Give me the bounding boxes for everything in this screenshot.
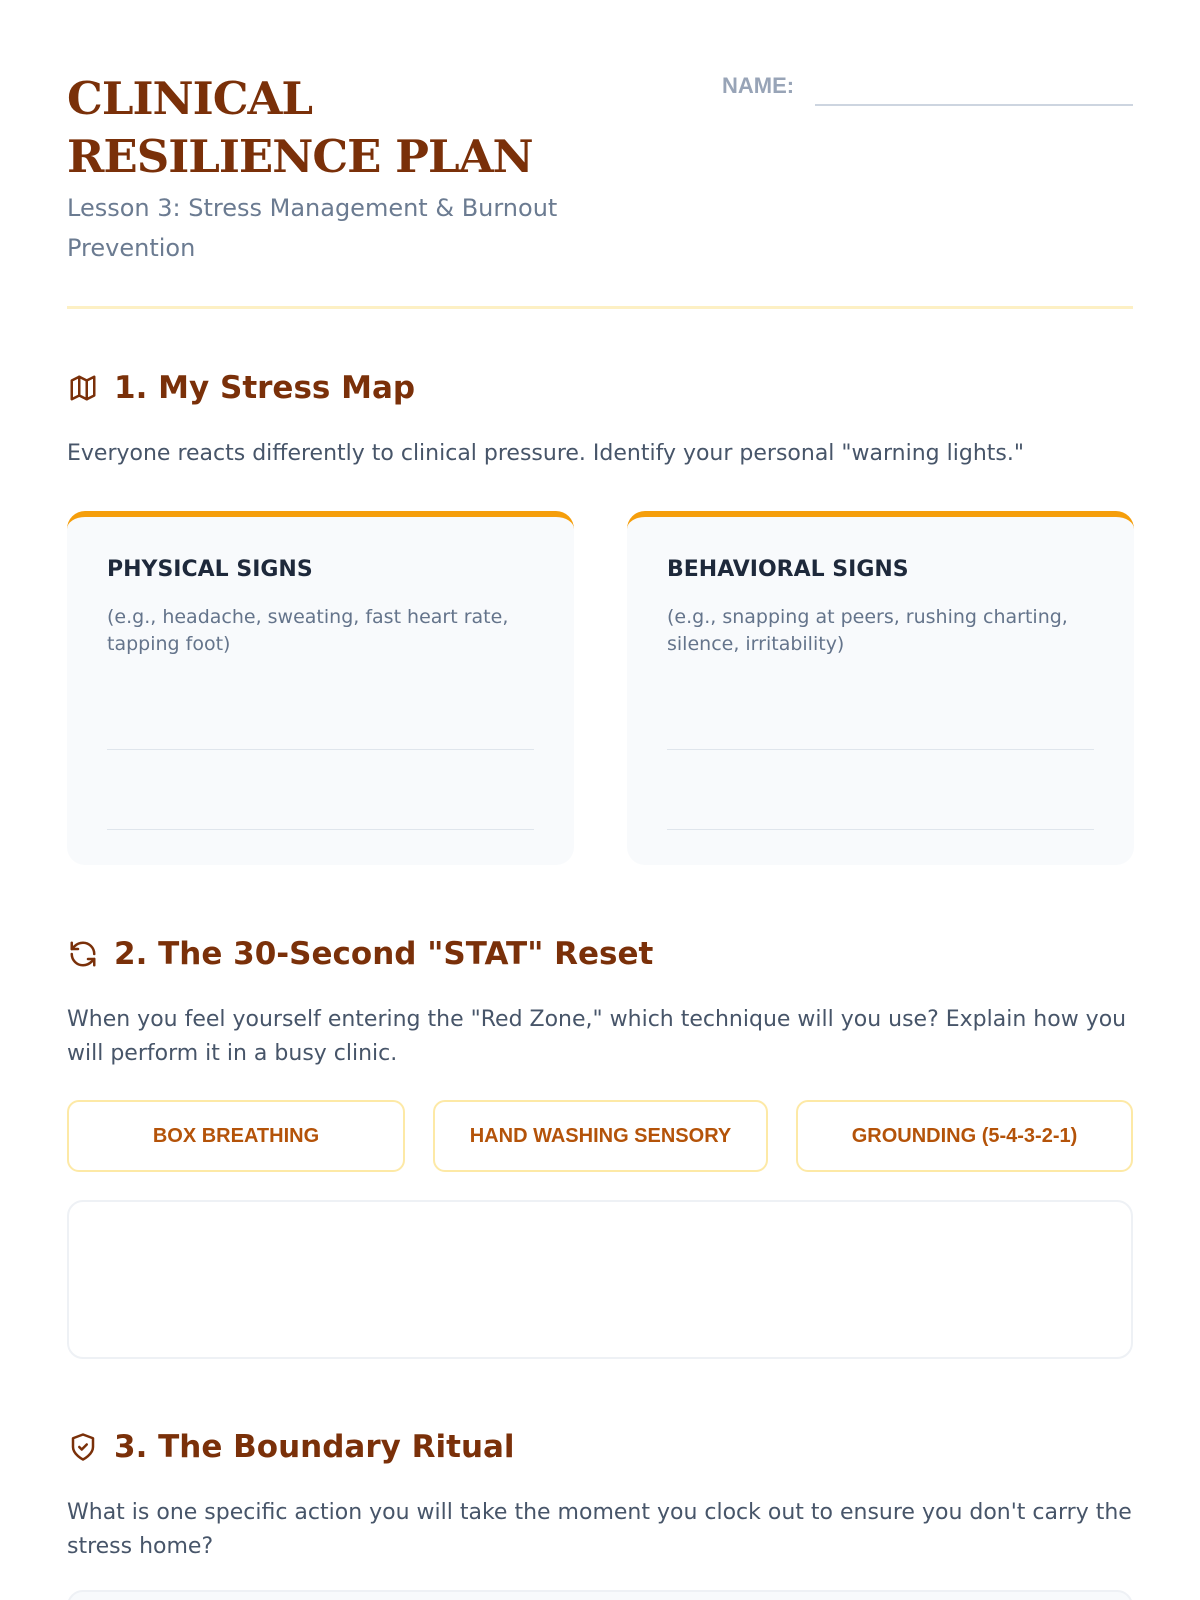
section-2-title: 2. The 30-Second "STAT" Reset: [114, 936, 654, 972]
writing-line[interactable]: [107, 829, 534, 830]
card-hint: (e.g., headache, sweating, fast heart rate, tapping foot): [107, 606, 509, 655]
physical-signs-card: [67, 511, 574, 865]
grounding-button[interactable]: GROUNDING (5-4-3-2-1): [796, 1100, 1133, 1172]
stat-reset-response[interactable]: [67, 1200, 1133, 1359]
writing-line[interactable]: [107, 749, 534, 750]
section-3-title: 3. The Boundary Ritual: [114, 1429, 515, 1465]
name-input-line[interactable]: [815, 104, 1133, 106]
section-1-heading: [67, 368, 1133, 408]
header-divider: [67, 306, 1133, 309]
shield-check-icon: [67, 1431, 99, 1463]
box-breathing-button[interactable]: BOX BREATHING: [67, 1100, 405, 1172]
card-hint: (e.g., snapping at peers, rushing charting, silence, irritability): [667, 606, 1068, 655]
hand-washing-sensory-button[interactable]: HAND WASHING SENSORY: [433, 1100, 768, 1172]
refresh-icon: [67, 938, 99, 970]
section-1-prompt: Everyone reacts differently to clinical pressure. Identify your personal "warning lights.": [67, 441, 1024, 466]
section-2-prompt: When you feel yourself entering the "Red Zone," which technique will you use? Explain how you will perform it in a busy clinic.: [67, 1007, 1127, 1066]
page-title: CLINICAL RESILIENCE PLAN: [67, 72, 533, 183]
card-title: PHYSICAL SIGNS: [107, 557, 313, 582]
card-title: BEHAVIORAL SIGNS: [667, 557, 909, 582]
section-3-heading: [67, 1427, 1133, 1467]
writing-line[interactable]: [667, 749, 1094, 750]
behavioral-signs-card: [627, 511, 1134, 865]
page-subtitle: Lesson 3: Stress Management & Burnout Prevention: [67, 194, 558, 262]
section-1-title: 1. My Stress Map: [114, 370, 416, 406]
boundary-ritual-response[interactable]: [67, 1590, 1133, 1600]
section-2-heading: [67, 934, 1133, 974]
writing-line[interactable]: [667, 829, 1094, 830]
name-field-group: [722, 70, 1133, 106]
name-label: NAME:: [722, 73, 795, 98]
section-3-prompt: What is one specific action you will take the moment you clock out to ensure you don't carry the stress home?: [67, 1500, 1132, 1559]
map-icon: [67, 372, 99, 404]
